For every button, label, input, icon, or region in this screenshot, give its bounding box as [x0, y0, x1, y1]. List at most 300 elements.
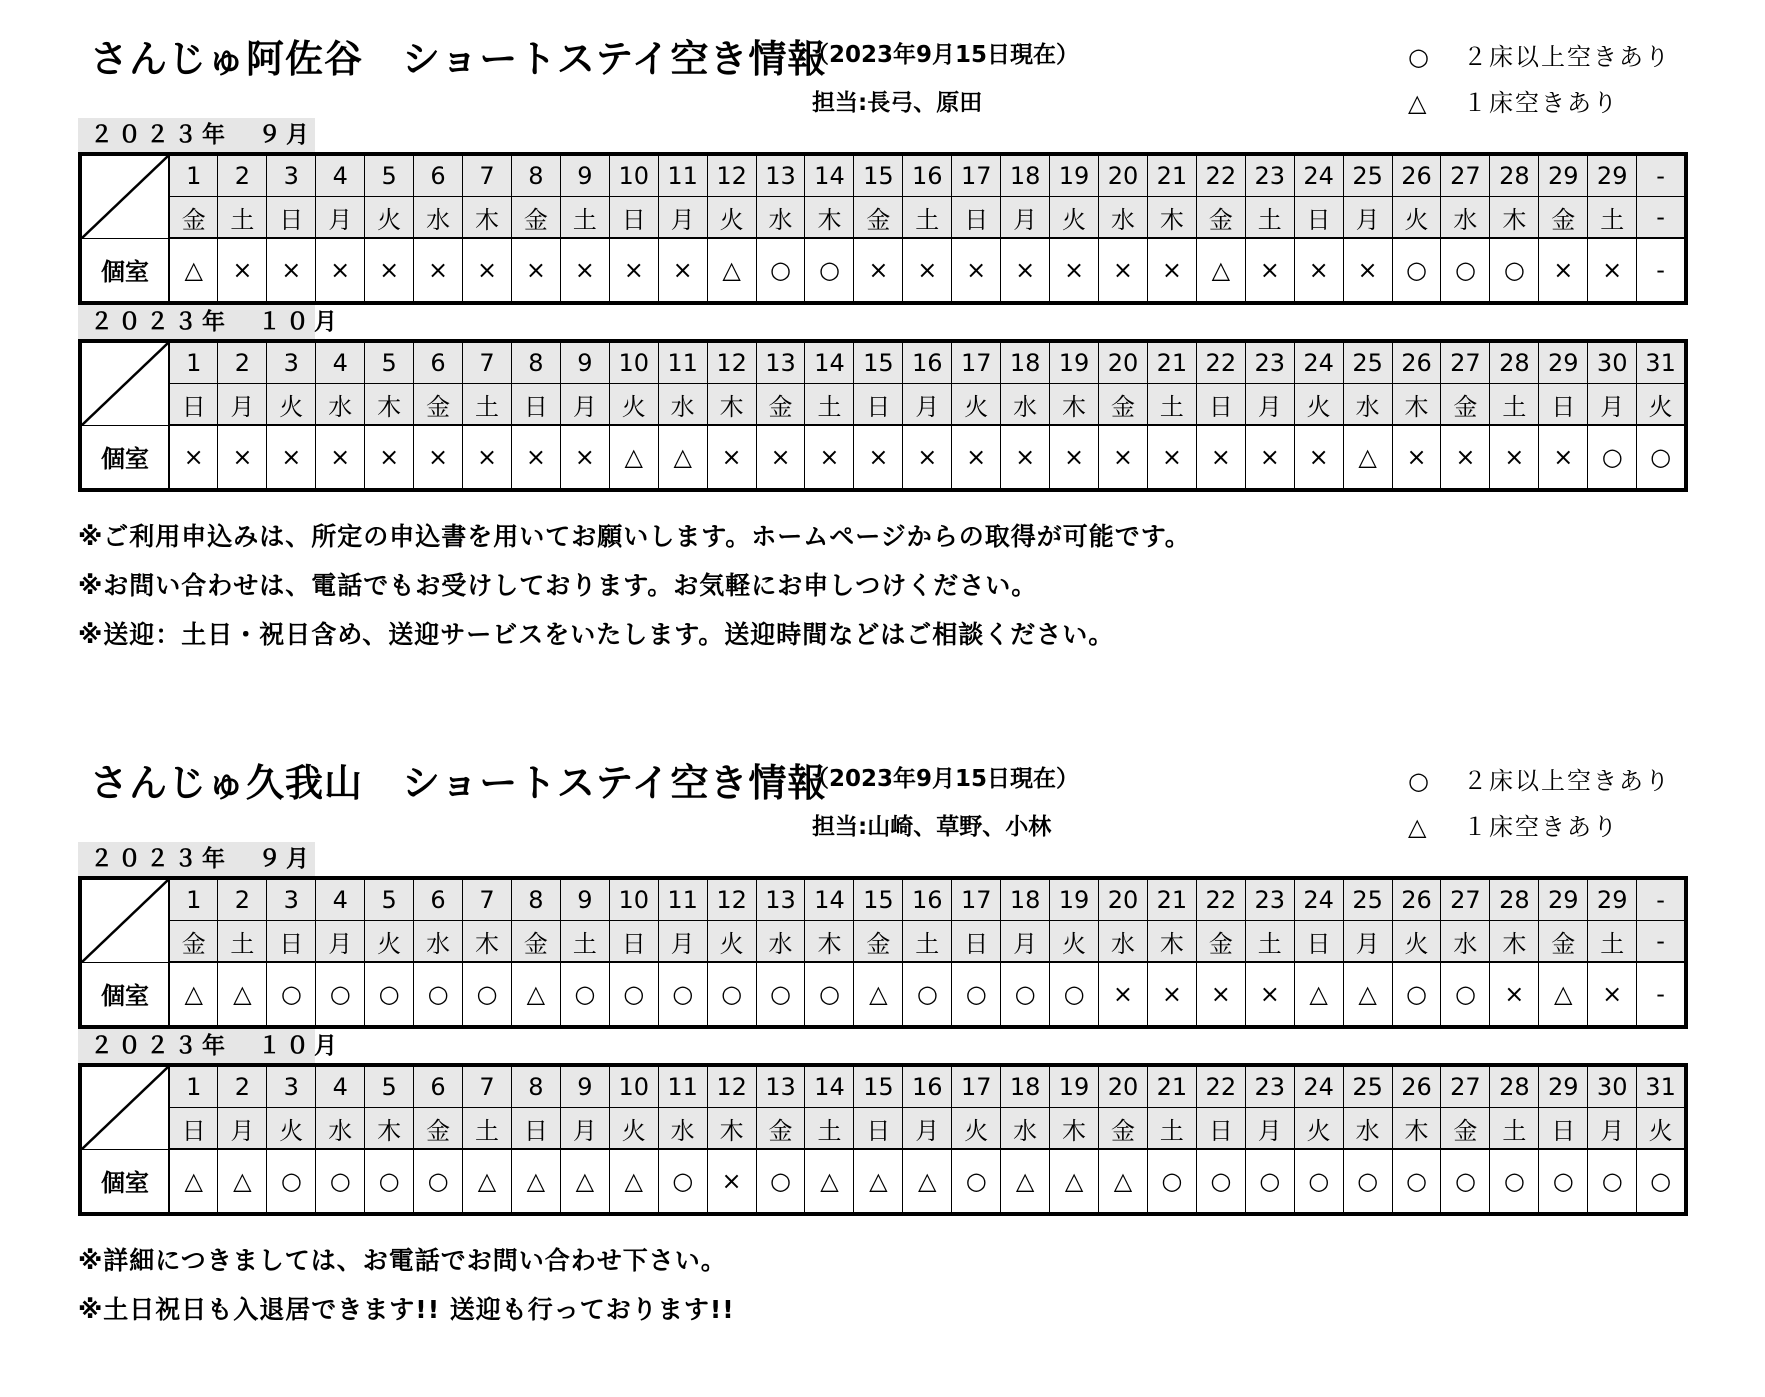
day-cell: 7: [463, 878, 512, 921]
day-cell: 12: [707, 154, 756, 197]
weekday-cell: 月: [1001, 921, 1050, 963]
weekday-cell: 月: [1343, 197, 1392, 239]
status-cell: ×: [903, 238, 952, 303]
day-cell: 1: [169, 878, 218, 921]
row-label: 個室: [80, 1149, 169, 1214]
day-cell: 1: [169, 1065, 218, 1108]
day-cell: 29: [1539, 1065, 1588, 1108]
day-cell: 21: [1147, 878, 1196, 921]
day-cell: 8: [511, 878, 560, 921]
status-cell: ○: [316, 1149, 365, 1214]
status-cell: ○: [560, 962, 609, 1027]
day-cell: 12: [707, 878, 756, 921]
status-cell: ×: [463, 238, 512, 303]
day-cell: 8: [511, 341, 560, 384]
status-cell: -: [1637, 238, 1686, 303]
weekday-cell: 金: [1099, 384, 1148, 426]
weekday-cell: 木: [1392, 1108, 1441, 1150]
status-cell: ×: [267, 238, 316, 303]
status-cell: ×: [316, 425, 365, 490]
weekday-cell: 日: [609, 921, 658, 963]
legend-item-triangle: [1408, 80, 1671, 126]
day-cell: 3: [267, 154, 316, 197]
weekday-cell: 水: [1441, 921, 1490, 963]
day-cell: 19: [1050, 341, 1099, 384]
day-cell: 9: [560, 154, 609, 197]
status-cell: △: [1050, 1149, 1099, 1214]
status-cell: ○: [1392, 238, 1441, 303]
day-cell: 15: [854, 1065, 903, 1108]
status-cell: ×: [414, 238, 463, 303]
staff-in-charge: 担当:長弓、原田: [812, 90, 983, 116]
weekday-cell: 日: [267, 197, 316, 239]
day-cell: 13: [756, 1065, 805, 1108]
status-cell: ○: [1441, 1149, 1490, 1214]
day-cell: 30: [1588, 341, 1637, 384]
day-cell: 21: [1147, 1065, 1196, 1108]
weekday-cell: 金: [1539, 197, 1588, 239]
status-cell: ×: [1196, 962, 1245, 1027]
weekday-cell: 日: [1539, 384, 1588, 426]
status-cell: ×: [365, 425, 414, 490]
weekday-cell: 土: [1245, 197, 1294, 239]
day-cell: 2: [218, 154, 267, 197]
weekday-cell: 火: [1050, 197, 1099, 239]
weekday-cell: 火: [1294, 384, 1343, 426]
weekday-cell: 木: [365, 1108, 414, 1150]
weekday-cell: 木: [1392, 384, 1441, 426]
day-cell: 6: [414, 878, 463, 921]
weekday-cell: 金: [756, 1108, 805, 1150]
weekday-cell: 月: [316, 921, 365, 963]
legend-label: １床空きあり: [1463, 89, 1619, 117]
status-cell: ×: [903, 425, 952, 490]
weekday-cell: 月: [1343, 921, 1392, 963]
day-cell: 21: [1147, 154, 1196, 197]
day-cell: 14: [805, 1065, 854, 1108]
weekday-cell: 月: [560, 384, 609, 426]
weekday-cell: 木: [1147, 197, 1196, 239]
weekday-cell: 日: [952, 921, 1001, 963]
day-cell: 5: [365, 878, 414, 921]
weekday-cell: 水: [756, 197, 805, 239]
availability-table: [78, 1063, 1688, 1216]
weekday-cell: 土: [1490, 1108, 1539, 1150]
weekday-cell: 木: [1050, 1108, 1099, 1150]
day-cell: 16: [903, 878, 952, 921]
status-cell: ○: [609, 962, 658, 1027]
weekday-cell: 水: [1343, 1108, 1392, 1150]
note-line: ※ご利用申込みは、所定の申込書を用いてお願いします。ホームページからの取得が可能です。: [78, 522, 1191, 551]
weekday-cell: 日: [609, 197, 658, 239]
status-cell: ○: [414, 1149, 463, 1214]
status-cell: ×: [1050, 238, 1099, 303]
day-cell: 17: [952, 878, 1001, 921]
status-cell: ×: [560, 238, 609, 303]
weekday-cell: 日: [1196, 384, 1245, 426]
status-cell: ×: [1245, 962, 1294, 1027]
weekday-cell: 日: [1294, 921, 1343, 963]
weekday-cell: 木: [463, 197, 512, 239]
status-cell: ○: [658, 962, 707, 1027]
weekday-cell: 木: [707, 384, 756, 426]
weekday-cell: 月: [218, 1108, 267, 1150]
status-cell: ×: [658, 238, 707, 303]
weekday-cell: 火: [365, 197, 414, 239]
weekday-cell: 金: [414, 1108, 463, 1150]
weekday-cell: 木: [1147, 921, 1196, 963]
weekday-cell: 日: [511, 384, 560, 426]
weekday-cell: 水: [1099, 197, 1148, 239]
day-cell: 1: [169, 154, 218, 197]
day-cell: 14: [805, 341, 854, 384]
status-cell: ×: [1050, 425, 1099, 490]
status-cell: △: [854, 1149, 903, 1214]
day-cell: 26: [1392, 154, 1441, 197]
day-cell: 16: [903, 154, 952, 197]
weekday-cell: 火: [707, 921, 756, 963]
weekday-cell: 月: [903, 384, 952, 426]
status-cell: △: [1294, 962, 1343, 1027]
weekday-cell: 月: [658, 197, 707, 239]
day-cell: 19: [1050, 878, 1099, 921]
weekday-cell: 火: [1294, 1108, 1343, 1150]
status-cell: ○: [1392, 1149, 1441, 1214]
weekday-cell: 火: [707, 197, 756, 239]
weekday-cell: 水: [756, 921, 805, 963]
legend-label: ２床以上空きあり: [1463, 767, 1671, 795]
day-cell: 13: [756, 878, 805, 921]
status-cell: ○: [1294, 1149, 1343, 1214]
corner-cell: [80, 878, 169, 962]
weekday-cell: 日: [267, 921, 316, 963]
status-cell: ○: [805, 962, 854, 1027]
status-cell: ×: [1294, 425, 1343, 490]
status-cell: ×: [267, 425, 316, 490]
day-cell: 9: [560, 878, 609, 921]
day-cell: 23: [1245, 341, 1294, 384]
status-cell: ○: [756, 962, 805, 1027]
status-cell: ○: [756, 1149, 805, 1214]
status-cell: ×: [1147, 238, 1196, 303]
day-cell: 8: [511, 1065, 560, 1108]
status-cell: ○: [365, 1149, 414, 1214]
row-label: 個室: [80, 425, 169, 490]
availability-table: [78, 339, 1688, 492]
day-cell: 6: [414, 341, 463, 384]
day-cell: 9: [560, 341, 609, 384]
weekday-cell: 土: [1588, 921, 1637, 963]
status-cell: ×: [1099, 425, 1148, 490]
status-cell: ○: [316, 962, 365, 1027]
day-cell: 7: [463, 1065, 512, 1108]
day-cell: 18: [1001, 1065, 1050, 1108]
weekday-cell: 土: [1147, 1108, 1196, 1150]
status-cell: ×: [952, 425, 1001, 490]
day-cell: 31: [1637, 341, 1686, 384]
day-cell: 27: [1441, 341, 1490, 384]
day-cell: 7: [463, 154, 512, 197]
status-cell: ○: [267, 962, 316, 1027]
status-cell: ○: [1637, 1149, 1686, 1214]
weekday-cell: 水: [658, 1108, 707, 1150]
day-cell: 20: [1099, 154, 1148, 197]
day-cell: 25: [1343, 341, 1392, 384]
day-cell: 29: [1539, 154, 1588, 197]
status-cell: ×: [609, 238, 658, 303]
weekday-cell: 土: [903, 197, 952, 239]
status-cell: ○: [952, 962, 1001, 1027]
weekday-cell: 火: [952, 384, 1001, 426]
status-cell: △: [1343, 425, 1392, 490]
weekday-row: [80, 384, 1686, 426]
day-cell: 21: [1147, 341, 1196, 384]
weekday-cell: 木: [463, 921, 512, 963]
corner-cell: [80, 341, 169, 425]
weekday-cell: 金: [1196, 197, 1245, 239]
facility-section: [78, 752, 1688, 1334]
status-cell: △: [1196, 238, 1245, 303]
corner-cell: [80, 154, 169, 238]
status-cell: ○: [1539, 1149, 1588, 1214]
facility-header: [78, 28, 1688, 118]
day-cell: 10: [609, 1065, 658, 1108]
status-cell: △: [218, 962, 267, 1027]
status-cell: ○: [1147, 1149, 1196, 1214]
status-cell: ×: [316, 238, 365, 303]
status-cell: ×: [218, 425, 267, 490]
day-cell: 17: [952, 154, 1001, 197]
day-row: [80, 341, 1686, 384]
legend: [1408, 34, 1671, 126]
weekday-cell: 木: [707, 1108, 756, 1150]
day-cell: 16: [903, 1065, 952, 1108]
weekday-cell: 金: [1441, 384, 1490, 426]
room-row: [80, 425, 1686, 490]
day-cell: 27: [1441, 878, 1490, 921]
day-cell: 17: [952, 1065, 1001, 1108]
day-cell: 26: [1392, 341, 1441, 384]
weekday-cell: 日: [511, 1108, 560, 1150]
weekday-cell: 土: [218, 921, 267, 963]
day-cell: 24: [1294, 154, 1343, 197]
notes: [78, 512, 1688, 659]
status-cell: ○: [707, 962, 756, 1027]
facility-header: [78, 752, 1688, 842]
month-label: ２０２３年 ９月: [78, 842, 315, 876]
day-cell: 5: [365, 154, 414, 197]
weekday-cell: 金: [1196, 921, 1245, 963]
day-cell: 3: [267, 878, 316, 921]
weekday-cell: 日: [1294, 197, 1343, 239]
day-cell: -: [1637, 878, 1686, 921]
weekday-cell: 月: [1588, 384, 1637, 426]
row-label: 個室: [80, 238, 169, 303]
status-cell: ○: [463, 962, 512, 1027]
weekday-cell: 日: [1539, 1108, 1588, 1150]
status-cell: ○: [1001, 962, 1050, 1027]
circle-symbol: ○: [1408, 43, 1431, 71]
day-cell: 4: [316, 341, 365, 384]
day-cell: 30: [1588, 1065, 1637, 1108]
day-cell: 9: [560, 1065, 609, 1108]
weekday-cell: 月: [316, 197, 365, 239]
day-cell: 2: [218, 341, 267, 384]
day-cell: -: [1637, 154, 1686, 197]
weekday-cell: 金: [854, 921, 903, 963]
day-cell: 13: [756, 154, 805, 197]
note-line: ※詳細につきましては、お電話でお問い合わせ下さい。: [78, 1246, 727, 1275]
day-cell: 22: [1196, 1065, 1245, 1108]
notes: [78, 1236, 1688, 1334]
status-cell: ×: [560, 425, 609, 490]
weekday-cell: 月: [903, 1108, 952, 1150]
status-cell: △: [1001, 1149, 1050, 1214]
weekday-cell: 木: [805, 921, 854, 963]
weekday-cell: 火: [365, 921, 414, 963]
day-cell: 5: [365, 1065, 414, 1108]
day-cell: 8: [511, 154, 560, 197]
status-cell: ×: [511, 425, 560, 490]
weekday-row: [80, 921, 1686, 963]
day-cell: 24: [1294, 1065, 1343, 1108]
status-cell: ○: [1392, 962, 1441, 1027]
weekday-cell: 火: [1392, 197, 1441, 239]
status-cell: ×: [1490, 962, 1539, 1027]
status-cell: ○: [267, 1149, 316, 1214]
status-cell: △: [854, 962, 903, 1027]
status-cell: ○: [1490, 238, 1539, 303]
status-cell: ○: [1050, 962, 1099, 1027]
weekday-cell: 木: [805, 197, 854, 239]
status-cell: △: [169, 962, 218, 1027]
day-cell: 2: [218, 878, 267, 921]
day-cell: 5: [365, 341, 414, 384]
weekday-cell: 水: [1001, 1108, 1050, 1150]
status-cell: ○: [1637, 425, 1686, 490]
weekday-cell: 火: [267, 1108, 316, 1150]
status-cell: ○: [1245, 1149, 1294, 1214]
status-cell: △: [511, 962, 560, 1027]
day-cell: 14: [805, 878, 854, 921]
status-cell: ×: [1147, 962, 1196, 1027]
status-cell: △: [169, 1149, 218, 1214]
status-cell: ×: [1539, 238, 1588, 303]
status-cell: ×: [1343, 238, 1392, 303]
weekday-cell: 水: [1099, 921, 1148, 963]
day-row: [80, 1065, 1686, 1108]
status-cell: △: [707, 238, 756, 303]
weekday-cell: 土: [1490, 384, 1539, 426]
day-cell: 25: [1343, 878, 1392, 921]
weekday-cell: 火: [952, 1108, 1001, 1150]
status-cell: △: [560, 1149, 609, 1214]
day-cell: 22: [1196, 341, 1245, 384]
note-line: ※送迎：土日・祝日含め、送迎サービスをいたします。送迎時間などはご相談ください。: [78, 620, 1115, 649]
status-cell: △: [1343, 962, 1392, 1027]
legend: [1408, 758, 1671, 850]
day-cell: 4: [316, 1065, 365, 1108]
as-of-date: （2023年9月15日現在）: [806, 766, 1080, 792]
status-cell: ×: [805, 425, 854, 490]
weekday-cell: 水: [316, 1108, 365, 1150]
weekday-cell: 月: [1588, 1108, 1637, 1150]
day-cell: 6: [414, 1065, 463, 1108]
weekday-row: [80, 197, 1686, 239]
day-cell: 11: [658, 341, 707, 384]
day-cell: 26: [1392, 1065, 1441, 1108]
status-cell: ×: [1099, 238, 1148, 303]
day-cell: 29: [1588, 878, 1637, 921]
status-cell: ×: [511, 238, 560, 303]
status-cell: ○: [1490, 1149, 1539, 1214]
weekday-cell: -: [1637, 197, 1686, 239]
weekday-cell: 金: [414, 384, 463, 426]
weekday-cell: 金: [511, 197, 560, 239]
status-cell: ○: [365, 962, 414, 1027]
weekday-cell: 月: [1001, 197, 1050, 239]
day-cell: 23: [1245, 154, 1294, 197]
status-cell: ×: [1099, 962, 1148, 1027]
legend-item-circle: [1408, 34, 1671, 80]
weekday-cell: 金: [511, 921, 560, 963]
status-cell: ×: [1196, 425, 1245, 490]
day-cell: 25: [1343, 154, 1392, 197]
weekday-cell: 土: [1588, 197, 1637, 239]
note-line: ※お問い合わせは、電話でもお受けしております。お気軽にお申しつけください。: [78, 571, 1038, 600]
day-cell: 28: [1490, 1065, 1539, 1108]
weekday-cell: 火: [1637, 1108, 1686, 1150]
weekday-cell: 木: [1490, 197, 1539, 239]
availability-table: [78, 876, 1688, 1029]
status-cell: ×: [707, 1149, 756, 1214]
status-cell: ×: [1392, 425, 1441, 490]
weekday-cell: 日: [952, 197, 1001, 239]
day-cell: 2: [218, 1065, 267, 1108]
weekday-cell: 金: [756, 384, 805, 426]
day-cell: 28: [1490, 154, 1539, 197]
status-cell: ×: [1588, 238, 1637, 303]
status-cell: ×: [952, 238, 1001, 303]
status-cell: ×: [1245, 425, 1294, 490]
day-cell: 11: [658, 154, 707, 197]
day-cell: 20: [1099, 878, 1148, 921]
weekday-cell: 月: [1245, 1108, 1294, 1150]
day-cell: 29: [1539, 341, 1588, 384]
legend-label: ２床以上空きあり: [1463, 43, 1671, 71]
day-cell: 12: [707, 341, 756, 384]
availability-table: [78, 152, 1688, 305]
day-cell: 10: [609, 154, 658, 197]
month-label: ２０２３年 １０月: [78, 1029, 315, 1063]
day-cell: 10: [609, 878, 658, 921]
status-cell: △: [218, 1149, 267, 1214]
day-cell: 3: [267, 1065, 316, 1108]
status-cell: ×: [1539, 425, 1588, 490]
status-cell: -: [1637, 962, 1686, 1027]
weekday-cell: 土: [463, 384, 512, 426]
status-cell: ○: [1343, 1149, 1392, 1214]
status-cell: ×: [365, 238, 414, 303]
status-cell: ×: [463, 425, 512, 490]
day-cell: 16: [903, 341, 952, 384]
weekday-cell: 土: [1147, 384, 1196, 426]
day-cell: 23: [1245, 1065, 1294, 1108]
weekday-cell: 土: [1245, 921, 1294, 963]
status-cell: ×: [756, 425, 805, 490]
day-cell: 24: [1294, 878, 1343, 921]
status-cell: ×: [707, 425, 756, 490]
